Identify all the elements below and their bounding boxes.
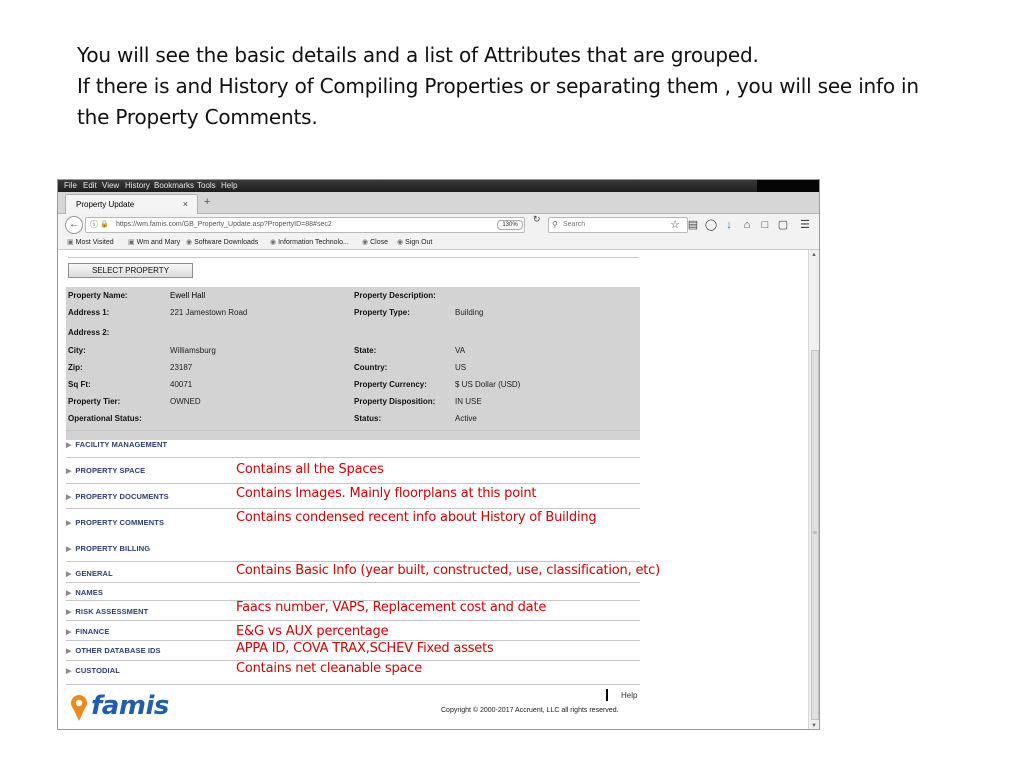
bookmark-icon: ▣ (67, 239, 74, 246)
detail-label: City: (68, 346, 86, 355)
detail-label: State: (354, 346, 377, 355)
browser-window (57, 179, 820, 730)
annotation-custodial: Contains net cleanable space (236, 661, 423, 676)
famis-logo (69, 691, 199, 725)
bookmark-wm-and-mary[interactable] (128, 238, 180, 246)
detail-value: Active (455, 414, 477, 423)
menu-help[interactable]: Help (221, 181, 238, 190)
section-label: FACILITY MANAGEMENT (75, 440, 168, 449)
annotation-property-documents: Contains Images. Mainly floorplans at this point (236, 486, 537, 501)
nav-bar (58, 214, 820, 236)
menu-tools[interactable]: Tools (197, 181, 216, 190)
search-icon: ⚲ (552, 220, 558, 229)
section-names[interactable] (66, 582, 640, 600)
expand-triangle-icon: ▶ (66, 520, 72, 527)
search-placeholder: Search (563, 221, 586, 228)
globe-icon: ◉ (362, 239, 369, 246)
section-label: OTHER DATABASE IDS (75, 646, 161, 655)
logo-text: famis (91, 691, 169, 721)
globe-icon: ◉ (186, 239, 193, 246)
detail-value: Building (455, 308, 484, 317)
detail-label: Property Currency: (354, 380, 427, 389)
download-icon[interactable]: ↓ (726, 219, 732, 231)
annotation-property-comments: Contains condensed recent info about History of Building (236, 510, 597, 525)
annotation-property-space: Contains all the Spaces (236, 462, 384, 477)
expand-triangle-icon: ▶ (66, 571, 72, 578)
detail-label: Address 2: (68, 328, 110, 337)
expand-triangle-icon: ▶ (66, 648, 72, 655)
section-label: CUSTODIAL (75, 666, 120, 675)
lock-icon: 🔒 (100, 221, 109, 228)
menu-bar (58, 180, 820, 192)
help-link[interactable]: Help (621, 691, 638, 700)
annotation-risk-assessment: Faacs number, VAPS, Replacement cost and date (236, 600, 547, 615)
bookmark-label: Most Visited (75, 239, 114, 246)
bookmarks-bar (58, 236, 820, 250)
detail-value: 40071 (170, 380, 193, 389)
scroll-up-arrow-icon[interactable]: ▲ (811, 252, 817, 258)
tab-title: Property Update (76, 200, 135, 209)
bookmark-information-technology[interactable] (270, 238, 349, 246)
detail-label: Property Type: (354, 308, 410, 317)
detail-row (68, 291, 128, 300)
help-separator (606, 689, 608, 701)
footer-divider (66, 684, 640, 685)
hamburger-menu-icon[interactable]: ☰ (800, 219, 810, 231)
expand-triangle-icon: ▶ (66, 629, 72, 636)
menu-edit[interactable]: Edit (83, 181, 97, 190)
section-label: FINANCE (75, 627, 110, 636)
detail-value: OWNED (170, 397, 201, 406)
section-label: PROPERTY COMMENTS (75, 518, 165, 527)
bookmark-close[interactable] (362, 238, 388, 246)
new-tab-icon[interactable]: + (204, 196, 211, 208)
bookmark-label: Software Downloads (194, 239, 259, 246)
bookmark-icon: ▣ (128, 239, 135, 246)
annotation-finance: E&G vs AUX percentage (236, 624, 389, 639)
info-icon[interactable]: ⓘ (90, 220, 98, 229)
window-corner (757, 180, 820, 192)
location-pin-icon (69, 693, 89, 723)
caption-line: If there is and History of Compiling Properties or separating them , you will see info in (77, 74, 919, 98)
section-label: GENERAL (75, 569, 113, 578)
detail-label: Property Disposition: (354, 397, 436, 406)
back-arrow-icon[interactable]: ← (65, 216, 83, 234)
divider (68, 257, 639, 258)
annotation-other-database-ids: APPA ID, COVA TRAX,SCHEV Fixed assets (236, 641, 494, 656)
detail-label: Status: (354, 414, 382, 423)
menu-history[interactable]: History (125, 181, 150, 190)
detail-value: US (455, 363, 467, 372)
section-facility-management[interactable] (66, 430, 640, 456)
bookmark-label: Close (370, 239, 389, 246)
globe-icon: ◉ (397, 239, 404, 246)
section-label: PROPERTY BILLING (75, 544, 151, 553)
expand-triangle-icon: ▶ (66, 494, 72, 501)
section-label: RISK ASSESSMENT (75, 607, 149, 616)
expand-triangle-icon: ▶ (66, 609, 72, 616)
bookmark-sign-out[interactable] (397, 238, 432, 246)
detail-label: Zip: (68, 363, 83, 372)
url-text: https://wm.famis.com/GB_Property_Update.asp?PropertyID=88#sec2 (116, 221, 332, 228)
section-label: PROPERTY SPACE (75, 466, 146, 475)
detail-value: 221 Jamestown Road (170, 308, 248, 317)
section-label: PROPERTY DOCUMENTS (75, 492, 169, 501)
reload-icon[interactable]: ↻ (533, 214, 541, 224)
globe-icon: ◉ (270, 239, 277, 246)
bookmark-most-visited[interactable] (67, 238, 114, 246)
copyright-text: Copyright © 2000-2017 Accruent, LLC all rights reserved. (441, 707, 619, 714)
detail-value: 23187 (170, 363, 193, 372)
page-content (58, 250, 808, 730)
bookmark-label: Wm and Mary (136, 239, 181, 246)
expand-triangle-icon: ▶ (66, 590, 72, 597)
expand-triangle-icon: ▶ (66, 668, 72, 675)
select-property-button[interactable]: SELECT PROPERTY (68, 263, 193, 278)
detail-label: Operational Status: (68, 414, 142, 423)
tab-property-update[interactable] (65, 194, 198, 214)
bookmark-label: Information Technolo... (278, 239, 349, 246)
bookmark-label: Sign Out (405, 239, 433, 246)
detail-label: Sq Ft: (68, 380, 91, 389)
star-icon[interactable]: ☆ (670, 219, 680, 231)
home-icon[interactable]: ⌂ (743, 219, 751, 231)
expand-triangle-icon: ▶ (66, 442, 72, 449)
clipboard-icon[interactable]: ▤ (687, 219, 699, 231)
menu-view[interactable]: View (102, 181, 120, 190)
menu-file[interactable]: File (64, 181, 77, 190)
detail-value: VA (455, 346, 466, 355)
close-icon[interactable]: × (182, 199, 188, 209)
detail-label: Property Tier: (68, 397, 121, 406)
detail-value: Ewell Hall (170, 291, 206, 300)
scroll-grip-icon: ≡ (812, 530, 818, 537)
detail-label: Country: (354, 363, 388, 372)
bookmark-software-downloads[interactable] (186, 238, 258, 246)
detail-value: $ US Dollar (USD) (455, 380, 521, 389)
menu-bookmarks[interactable]: Bookmarks (154, 181, 195, 190)
annotation-general: Contains Basic Info (year built, constructed, use, classification, etc) (236, 563, 660, 578)
expand-triangle-icon: ▶ (66, 468, 72, 475)
section-label: NAMES (75, 588, 103, 597)
section-property-billing[interactable] (66, 536, 640, 561)
extension-icon[interactable]: ▢ (777, 219, 789, 231)
detail-label: Property Name: (68, 291, 128, 300)
detail-value: IN USE (455, 397, 482, 406)
property-details-panel (66, 287, 640, 440)
zoom-badge[interactable]: 130% (497, 220, 523, 230)
url-bar[interactable] (85, 217, 525, 233)
pocket-icon[interactable]: ◯ (704, 219, 718, 231)
tab-strip (58, 192, 820, 214)
scroll-down-arrow-icon[interactable]: ▼ (811, 723, 817, 729)
detail-value: Williamsburg (170, 346, 216, 355)
detail-label: Property Description: (354, 291, 436, 300)
detail-label: Address 1: (68, 308, 110, 317)
slide-caption (77, 40, 997, 133)
caption-line: the Property Comments. (77, 105, 318, 129)
toolbar-box-icon[interactable]: □ (761, 219, 769, 231)
search-input[interactable] (548, 217, 688, 233)
vertical-scrollbar[interactable] (808, 250, 820, 730)
caption-line: You will see the basic details and a list of Attributes that are grouped. (77, 43, 759, 67)
expand-triangle-icon: ▶ (66, 546, 72, 553)
